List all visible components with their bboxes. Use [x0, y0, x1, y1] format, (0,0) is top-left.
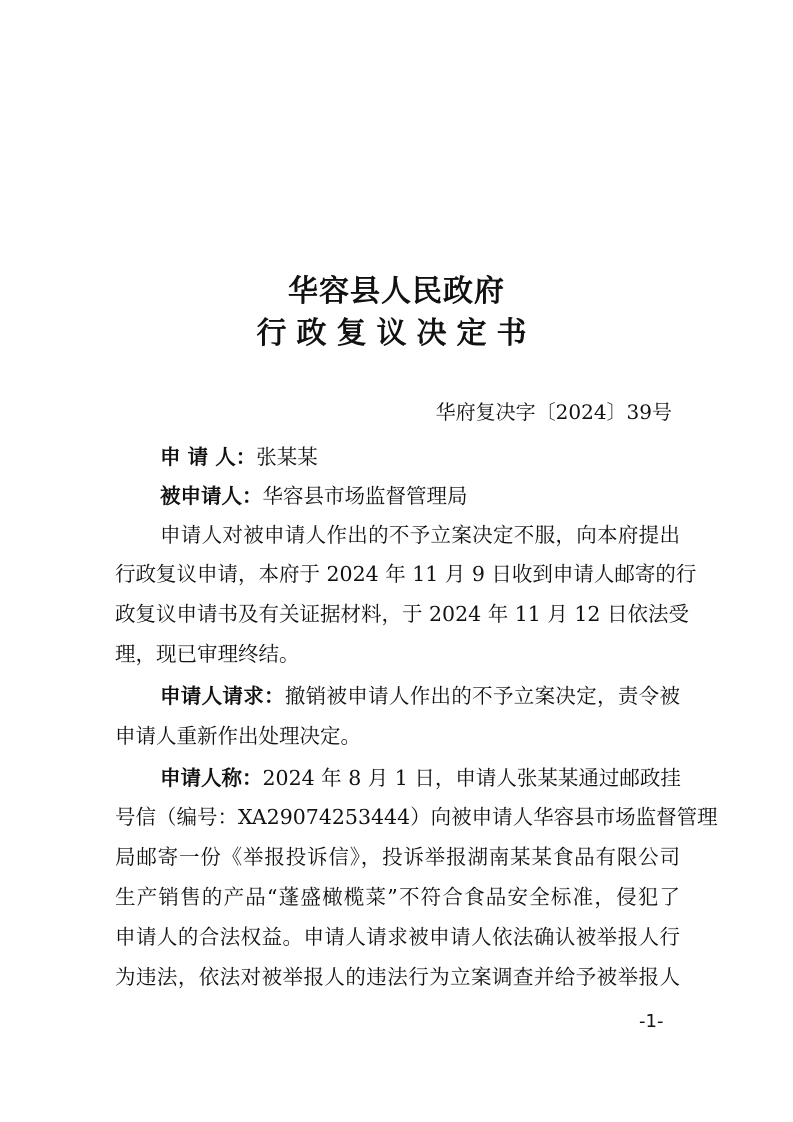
- applicant-label: 申 请 人：: [160, 445, 257, 469]
- document-number: 华府复决字〔2024〕39号: [435, 400, 672, 424]
- applicant-name: 张某某: [256, 445, 318, 469]
- applicant-line: [160, 443, 680, 471]
- request-line: [160, 682, 680, 710]
- claim-line: 局邮寄一份《举报投诉信》，投诉举报湖南某某食品有限公司: [115, 845, 680, 869]
- request-text: 撤销被申请人作出的不予立案决定，责令被: [284, 684, 680, 708]
- claim-text: 2024 年 8 月 1 日，申请人张某某通过邮政挂: [262, 766, 681, 790]
- document-title-type: 行政复议决定书: [256, 316, 537, 351]
- claim-label: 申请人称：: [160, 766, 263, 790]
- claim-line: 申请人的合法权益。申请人请求被申请人依法确认被举报人行: [115, 925, 680, 949]
- respondent-label: 被申请人：: [160, 484, 263, 508]
- paragraph1-line: 申请人对被申请人作出的不予立案决定不服，向本府提出: [160, 523, 680, 547]
- claim-line: 为违法，依法对被举报人的违法行为立案调查并给予被举报人: [115, 965, 680, 989]
- page-number: -1-: [639, 1011, 664, 1032]
- claim-line: 生产销售的产品“蓬盛橄榄菜”不符合食品安全标准，侵犯了: [115, 885, 680, 909]
- claim-line: [160, 764, 680, 792]
- request-label: 申请人请求：: [160, 684, 285, 708]
- request-line: 申请人重新作出处理决定。: [115, 724, 361, 748]
- respondent-line: [160, 482, 680, 510]
- paragraph1-line: 行政复议申请，本府于 2024 年 11 月 9 日收到申请人邮寄的行: [115, 562, 697, 586]
- paragraph1-line: 政复议申请书及有关证据材料，于 2024 年 11 月 12 日依法受: [115, 602, 689, 626]
- respondent-name: 华容县市场监督管理局: [262, 484, 468, 508]
- document-title-issuer: 华容县人民政府: [288, 274, 505, 309]
- paragraph1-line: 理，现已审理终结。: [115, 642, 300, 666]
- claim-line: 号信（编号：XA29074253444）向被申请人华容县市场监督管理: [115, 805, 718, 829]
